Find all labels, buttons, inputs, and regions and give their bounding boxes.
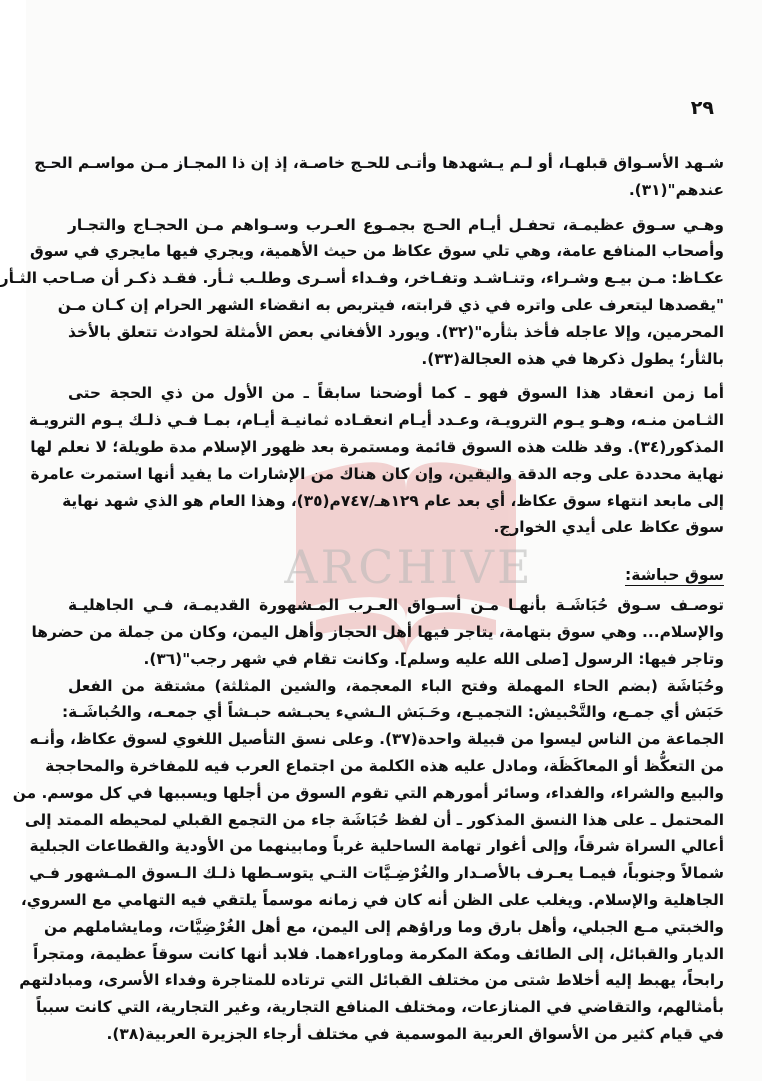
text-line: الديار والقبائل، إلى الطائف ومكة المكرمة وماوراءهما. فلابد أنها كانت سوقاً عظيمة، ومتجراً <box>32 944 724 963</box>
body-text <box>0 150 724 1048</box>
text-line: وتاجر فيها: الرسول [صلى الله عليه وسلم]. وكانت تقام في شهر رجب"(٣٦). <box>143 649 724 668</box>
text-line: سوق عكاظ على أيدي الخوارج. <box>493 518 724 537</box>
page-number: ٢٩ <box>690 97 714 119</box>
text-line: الجاهلية والإسلام. ويغلب على الظن أنه كان في زمانه موسماً يلتقي فيه التهامي مع السروي، <box>20 890 724 909</box>
paragraph-5 <box>12 673 724 1048</box>
text-line: الثـامن منـه، وهـو يـوم الترويـة، وعـدد أيـام انعقـاده ثمانيـة أيـام، بمـا فـي ذلـك يـوم الترويـة <box>28 411 724 430</box>
paragraph-1 <box>34 150 724 204</box>
text-line: بأمثالهم، والتقاضي في المنازعات، ومختلف المنافع التجارية، وغير التجارية، التي كانت سبباً <box>36 998 724 1017</box>
paragraph-3 <box>28 380 724 541</box>
text-line: أعالي السراة شرقاً، وإلى أغوار تهامة الساحلية غرباً ومابينهما من الأودية والقطاعات الجبلية <box>29 837 724 856</box>
text-line: وهـي سـوق عظيمـة، تحفـل أيـام الحـج بجمـوع العـرب وسـواهم مـن الحجـاج والتجـار <box>68 215 724 234</box>
text-line: المحتمل ـ على هذا النسق المذكور ـ أن لفظ حُبَاشَة جاء من التجمع القبلي لمحيطه الممتد إلى <box>24 810 724 829</box>
text-line: أما زمن انعقاد هذا السوق فهو ـ كما أوضحنا سابقاً ـ من الأول من ذي الحجة حتى <box>68 384 724 403</box>
text-line: بالثأر؛ يطول ذكرها في هذه العجالة(٣٣). <box>421 349 724 368</box>
text-line: في قيام كثير من الأسواق العربية الموسمية في مختلف أرجاء الجزيرة العربية(٣٨). <box>106 1024 724 1043</box>
text-line: شمالاً وجنوباً، فيمـا يعـرف بالأصـدار والغُرْضِـيَّات التـي يتوسـطها ذلـك الـسوق المـشهور فـي <box>29 864 724 883</box>
text-line: والخبتي مـع الجبلي، وأهل بارق وما وراؤهم إلى اليمن، مع أهل الغُرْضِيَّات، ومايشاملهم من <box>43 917 724 936</box>
text-line: نهاية محددة على وجه الدقة واليقين، وإن كان هناك من الإشارات ما يفيد أنها استمرت عامرة <box>30 464 724 483</box>
text-line: توصـف سـوق حُبَاشَـة بأنهـا مـن أسـواق العـرب المـشهورة القديمـة، فـي الجاهليـة <box>68 596 724 615</box>
paragraph-4 <box>31 592 724 672</box>
section-heading: سوق حباشة: <box>625 566 724 585</box>
text-line: المذكور(٣٤). وقد ظلت هذه السوق قائمة ومستمرة بعد ظهور الإسلام مدة طويلة؛ لا نعلم لها <box>30 437 724 456</box>
text-line: من التعكُّظ أو المعاكَظَة، ومادل عليه هذه الكلمة من اجتماع العرب فيه للمفاخرة والمحاججة <box>45 756 724 775</box>
text-line: والبيع والشراء، والفداء، وسائر أمورهم التي تقوم السوق من أجلها ويسببها في كل موسم. من <box>12 783 724 802</box>
text-line: رابحاً، يهبط إليه أخلاط شتى من مختلف القبائل التي ترتاده للمتاجرة وفداء الأسرى، ومبادلتهم <box>19 971 724 990</box>
text-line: عكـاظ: مـن بيـع وشـراء، وتنـاشـد وتفـاخر، وفـداء أسـرى وطلـب ثـأر. فقـد ذكـر أن صـاحب الثـأر <box>0 269 724 288</box>
text-line: الجماعة من الناس ليسوا من قبيلة واحدة(٣٧). وعلى نسق التأصيل اللغوي لسوق عكاظ، وأنـه <box>29 730 724 749</box>
text-line: حَبَش أي جمـع، والتَّحْبيش: التجميـع، وحَـبَش الـشيء يحبـشه حبـشاً أي جمعـه، والحُباشَـة: <box>61 703 724 722</box>
text-line: "يقصدها ليتعرف على واتره في ذي قرابته، فيتربص به انقضاء الشهر الحرام إن كـان مـن <box>57 295 724 314</box>
text-line: والإسلام... وهي سوق بتهامة، يتاجر فيها أهل الحجاز وأهل اليمن، وكان من جملة من حضرها <box>31 622 724 641</box>
text-line: المحرمين، وإلا عاجله فأخذ بثأره"(٣٢). ويورد الأفغاني بعض الأمثلة لحوادث تتعلق بالأخذ <box>68 322 724 341</box>
text-line: عندهم"(٣١). <box>628 180 724 199</box>
archive-watermark-text: ARCHIVE <box>284 540 534 594</box>
text-line: وأصحاب المنافع عامة، وهي تلي سوق عكاظ من حيث الأهمية، ويجري فيها مايجري في سوق <box>29 242 724 261</box>
text-line: شـهد الأسـواق قبلهـا، أو لـم يـشهدها وأتـى للحـج خاصـة، إذ إن ذا المجـاز مـن مواسـم الحـج <box>34 154 724 172</box>
text-line: وحُبَاشَة (بضم الحاء المهملة وفتح الباء المعجمة، والشين المثلثة) مشتقة من الفعل <box>68 676 724 695</box>
paragraph-2 <box>0 212 724 373</box>
text-line: إلى مابعد انتهاء سوق عكاظ، أي بعد عام ١٢٩هـ/٧٤٧م(٣٥)، وهذا العام هو الذي شهد نهاية <box>62 491 724 510</box>
